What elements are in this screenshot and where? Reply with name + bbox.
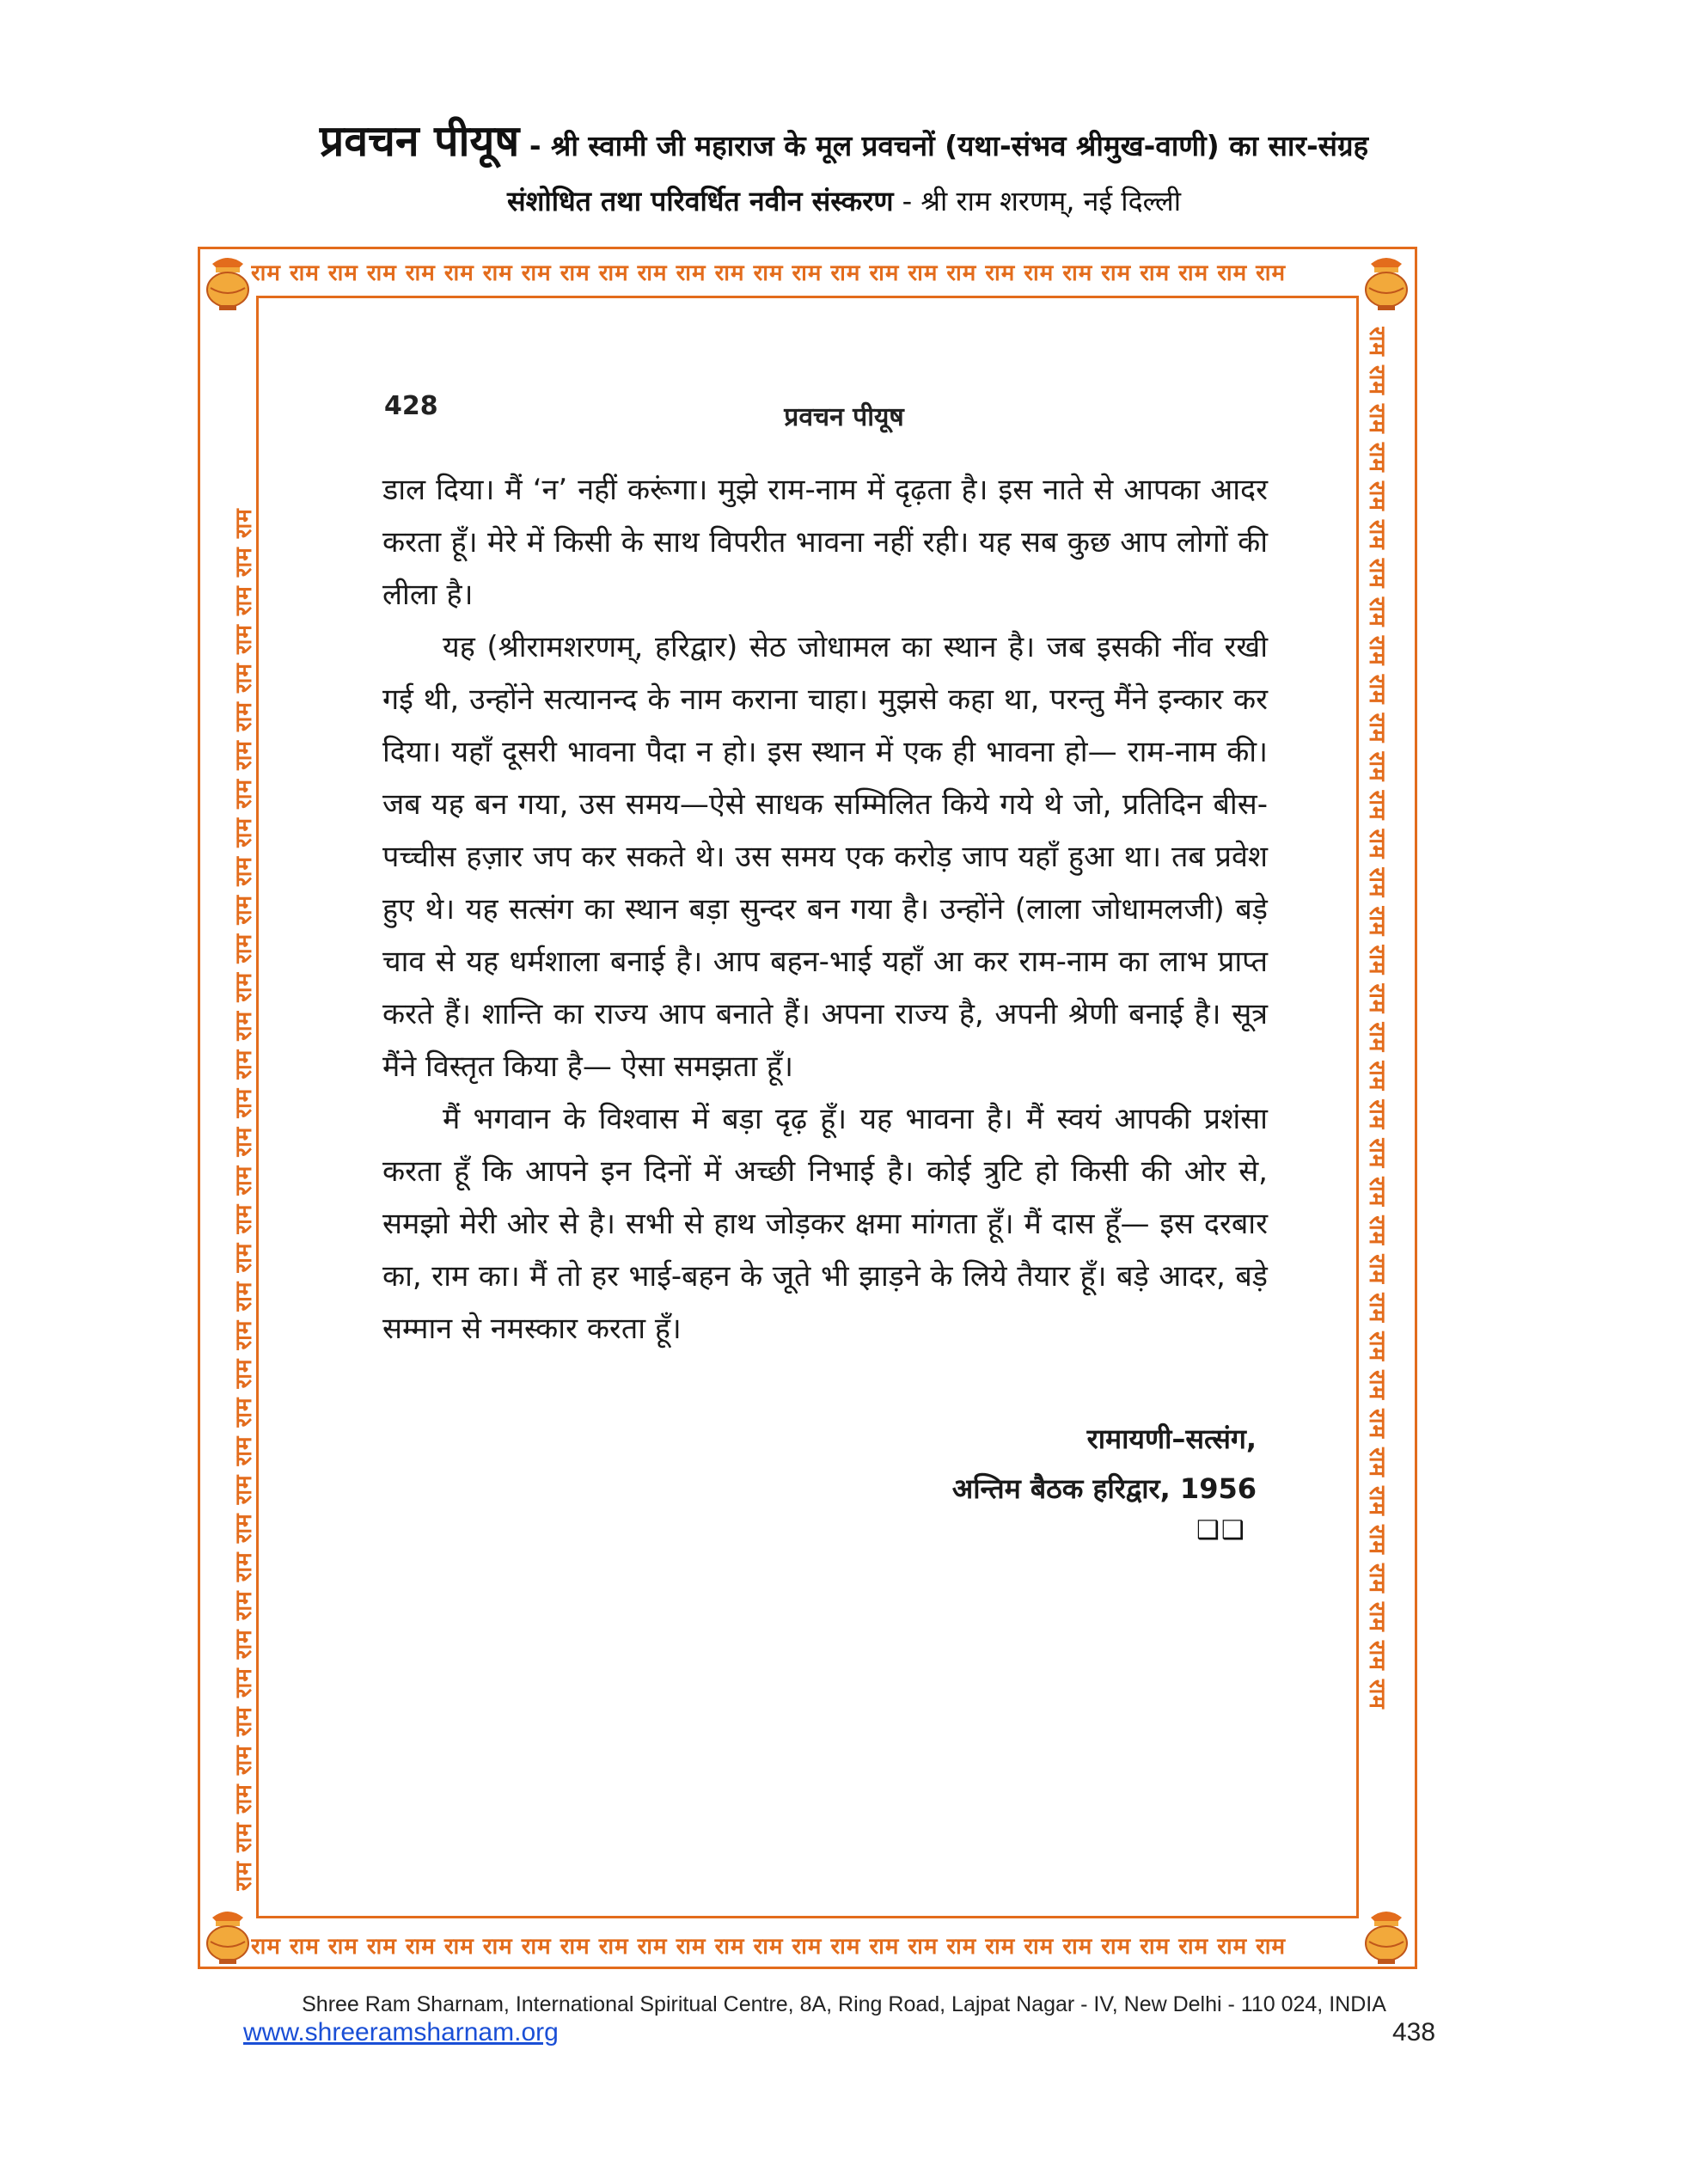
edition-publisher: - श्री राम शरणम्, नई दिल्ली <box>893 185 1181 217</box>
footer-address: Shree Ram Sharnam, International Spiritual Centre, 8A, Ring Road, Lajpat Nagar - IV, New Delhi - 110 024, INDIA <box>302 1992 1386 2016</box>
signature-line: अन्तिम बैठक हरिद्वार, 1956 <box>951 1472 1257 1505</box>
kalash-icon <box>200 1904 255 1966</box>
signature-line: रामायणी–सत्संग, <box>1086 1422 1257 1455</box>
book-title: प्रवचन पीयूष <box>319 116 520 166</box>
book-subtitle: - श्री स्वामी जी महाराज के मूल प्रवचनों (यथा-संभव श्रीमुख-वाणी) का सार-संग्रह <box>519 129 1369 162</box>
running-head: प्रवचन पीयूष <box>784 402 904 432</box>
website-link[interactable]: www.shreeramsharnam.org <box>243 2018 559 2046</box>
end-mark: ❑❑ <box>1196 1515 1246 1545</box>
edition-line <box>0 182 1688 219</box>
border-band-top: राम राम राम राम राम राम राम राम राम राम राम राम राम राम राम राम राम राम राम राम राम राम राम राम राम राम राम <box>251 260 1287 286</box>
kalash-icon <box>1359 1904 1414 1966</box>
border-band-bottom: राम राम राम राम राम राम राम राम राम राम राम राम राम राम राम राम राम राम राम राम राम राम राम राम राम राम राम <box>251 1934 1287 1960</box>
paragraph: यह (श्रीरामशरणम्, हरिद्वार) सेठ जोधामल का स्थान है। जब इसकी नींव रखी गई थी, उन्होंने सत्यानन्द के नाम कराना चाहा। मुझसे कहा था, परन्तु मैंने इन्कार कर दिया। यहाँ दूसरी भावना पैदा न हो। इस स्थान में एक ही भावना हो— राम-नाम की। जब यह बन गया, उस समय—ऐसे साधक सम्मिलित किये गये थे जो, प्रतिदिन बीस-पच्चीस हज़ार जप कर सकते थे। उस समय एक करोड़ जाप यहाँ हुआ था। तब प्रवेश हुए थे। यह सत्संग का स्थान बड़ा सुन्दर बन गया है। उन्होंने (लाला जोधामलजी) बड़े चाव से यह धर्मशाला बनाई है। आप बहन-भाई यहाँ आ कर राम-नाम का लाभ प्राप्त करते हैं। शान्ति का राज्य आप बनाते हैं। अपना राज्य है, अपनी श्रेणी बनाई है। सूत्र मैंने विस्तृत किया है— ऐसा समझता हूँ। <box>382 630 1268 1084</box>
paragraph: मैं भगवान के विश्वास में बड़ा दृढ़ हूँ। यह भावना है। मैं स्वयं आपकी प्रशंसा करता हूँ कि आपने इन दिनों में अच्छी निभाई है। कोई त्रुटि हो किसी की ओर से, समझो मेरी ओर से है। सभी से हाथ जोड़कर क्षमा मांगता हूँ। मैं दास हूँ— इस दरबार का, राम का। मैं तो हर भाई-बहन के जूते भी झाड़ने के लिये तैयार हूँ। बड़े आदर, बड़े सम्मान से नमस्कार करता हूँ। <box>382 1102 1268 1346</box>
book-page-number: 428 <box>384 391 438 421</box>
page-body <box>382 464 1268 1355</box>
border-band-left: राम राम राम राम राम राम राम राम राम राम राम राम राम राम राम राम राम राम राम राम राम राम राम राम राम राम राम राम राम राम राम राम राम राम राम राम <box>231 508 257 1891</box>
edition-label: संशोधित तथा परिवर्धित नवीन संस्करण <box>507 185 894 217</box>
kalash-icon <box>200 250 255 312</box>
pdf-page-number: 438 <box>1392 2018 1436 2046</box>
kalash-icon <box>1359 250 1414 312</box>
document-header <box>0 110 1688 168</box>
paragraph: डाल दिया। मैं ‘न’ नहीं करूंगा। मुझे राम-नाम में दृढ़ता है। इस नाते से आपका आदर करता हूँ। मेरे में किसी के साथ विपरीत भावना नहीं रही। यह सब कुछ आप लोगों की लीला है। <box>382 473 1268 612</box>
border-band-right: राम राम राम राम राम राम राम राम राम राम राम राम राम राम राम राम राम राम राम राम राम राम राम राम राम राम राम राम राम राम राम राम राम राम राम राम <box>1364 327 1390 1710</box>
